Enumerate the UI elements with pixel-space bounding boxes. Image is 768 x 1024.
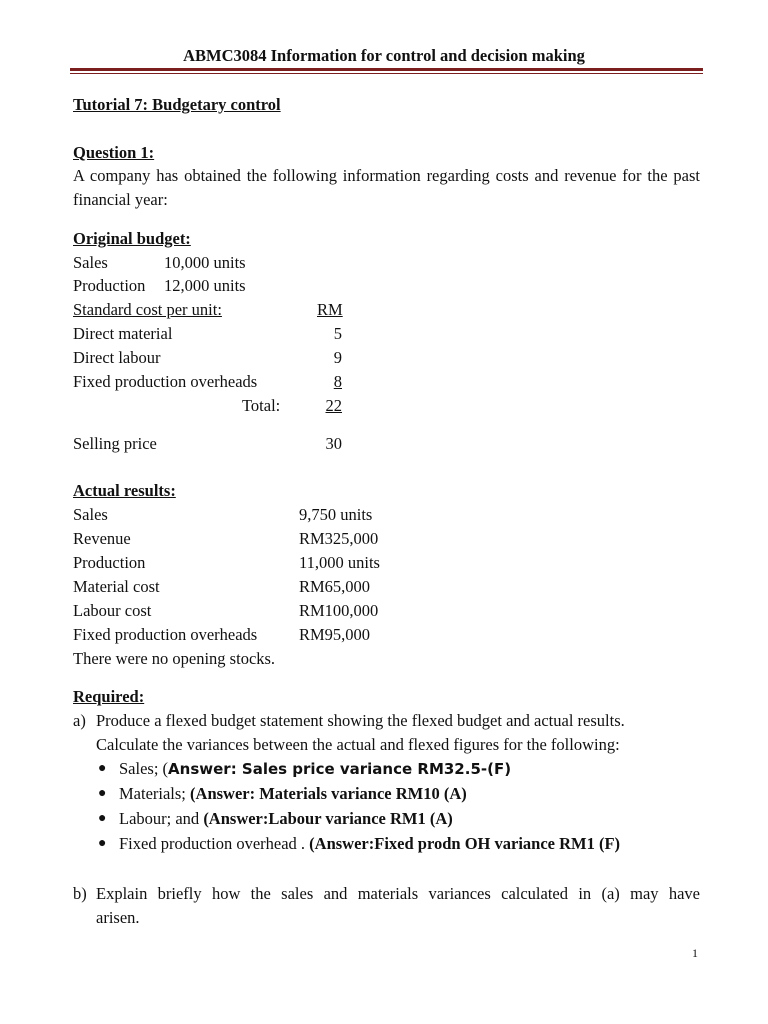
actual-row-label: Sales bbox=[73, 505, 108, 524]
bullet-item-sales bbox=[119, 759, 511, 779]
bullet-item-materials bbox=[119, 784, 467, 804]
bullet-answer: (Answer: Materials variance RM10 (A) bbox=[190, 784, 467, 803]
bullet-prefix: Fixed production overhead . bbox=[119, 834, 310, 853]
question-intro: A company has obtained the following information regarding costs and revenue for the past financial year: bbox=[73, 166, 700, 209]
cost-item-label: Direct material bbox=[73, 324, 173, 343]
bullet-answer: Answer: Sales price variance RM32.5-(F) bbox=[168, 760, 512, 778]
part-a-marker: a) bbox=[73, 711, 86, 730]
actual-row-value: RM100,000 bbox=[299, 601, 379, 620]
actual-row-label: Material cost bbox=[73, 577, 160, 596]
no-opening-stocks-note: There were no opening stocks. bbox=[73, 649, 276, 668]
tutorial-title: Tutorial 7: Budgetary control bbox=[73, 95, 281, 114]
actual-row-value: RM65,000 bbox=[299, 577, 371, 596]
selling-price-label: Selling price bbox=[73, 434, 157, 453]
cost-item-label: Fixed production overheads bbox=[73, 372, 258, 391]
actual-row-value: 11,000 units bbox=[299, 553, 380, 572]
bullet-icon: ● bbox=[98, 761, 107, 776]
part-b-line1: Explain briefly how the sales and materials variances calculated in (a) may have bbox=[96, 884, 700, 903]
bullet-prefix: Materials; bbox=[119, 784, 191, 803]
actual-row-label: Revenue bbox=[73, 529, 131, 548]
actual-row-label: Fixed production overheads bbox=[73, 625, 258, 644]
currency-header: RM bbox=[317, 300, 343, 319]
cost-item-value: 5 bbox=[333, 324, 342, 343]
bullet-prefix: Sales; ( bbox=[119, 759, 169, 778]
cost-item-label: Direct labour bbox=[73, 348, 161, 367]
budget-sales-value: 10,000 units bbox=[164, 253, 246, 272]
bullet-answer: (Answer:Fixed prodn OH variance RM1 (F) bbox=[309, 834, 621, 853]
selling-price-value: 30 bbox=[325, 434, 342, 453]
page-number: 1 bbox=[692, 946, 698, 960]
original-budget-heading: Original budget: bbox=[73, 229, 191, 248]
actual-row-label: Production bbox=[73, 553, 146, 572]
total-label: Total: bbox=[242, 396, 281, 415]
header-rule-thick bbox=[70, 68, 703, 71]
bullet-prefix: Labour; and bbox=[119, 809, 204, 828]
budget-sales-label: Sales bbox=[73, 253, 108, 272]
required-heading: Required: bbox=[73, 687, 145, 706]
bullet-icon: ● bbox=[98, 836, 107, 851]
bullet-item-labour bbox=[119, 809, 453, 829]
part-b-marker: b) bbox=[73, 884, 87, 903]
actual-row-value: RM95,000 bbox=[299, 625, 371, 644]
budget-production-value: 12,000 units bbox=[164, 276, 246, 295]
cost-item-value: 8 bbox=[333, 372, 342, 391]
document-header-title: ABMC3084 Information for control and decision making bbox=[183, 46, 585, 65]
bullet-item-fixed-overhead bbox=[119, 834, 620, 854]
part-a-line2: Calculate the variances between the actual and flexed figures for the following: bbox=[96, 735, 620, 754]
actual-row-value: RM325,000 bbox=[299, 529, 379, 548]
bullet-icon: ● bbox=[98, 811, 107, 826]
total-value: 22 bbox=[325, 396, 342, 415]
actual-row-label: Labour cost bbox=[73, 601, 152, 620]
bullet-icon: ● bbox=[98, 786, 107, 801]
header-rule-thin bbox=[70, 73, 703, 74]
actual-row-value: 9,750 units bbox=[299, 505, 373, 524]
actual-results-heading: Actual results: bbox=[73, 481, 176, 500]
budget-production-label: Production bbox=[73, 276, 146, 295]
part-a-line1: Produce a flexed budget statement showing the flexed budget and actual results. bbox=[96, 711, 625, 730]
cost-item-value: 9 bbox=[333, 348, 342, 367]
bullet-answer: (Answer:Labour variance RM1 (A) bbox=[203, 809, 453, 828]
standard-cost-heading: Standard cost per unit: bbox=[73, 300, 222, 319]
part-b-line2: arisen. bbox=[96, 908, 140, 927]
question-heading: Question 1: bbox=[73, 143, 155, 162]
